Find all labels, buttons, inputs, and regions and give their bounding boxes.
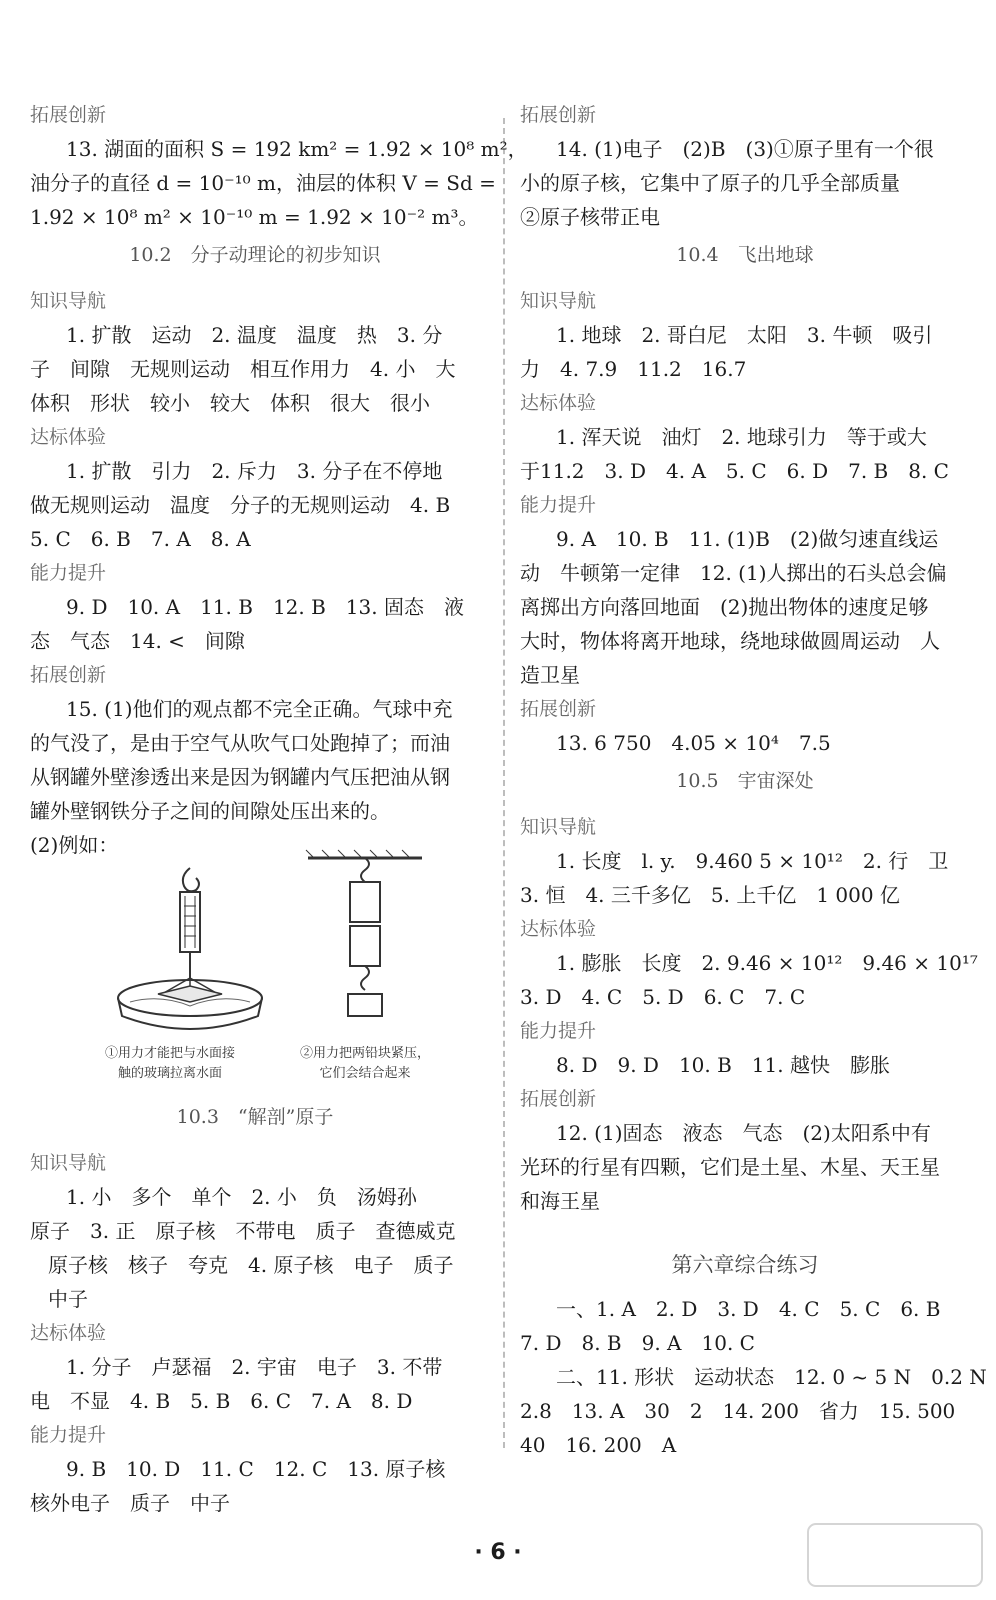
- glass-plate-water-illustration: [100, 866, 280, 1036]
- caption-line: 触的玻璃拉离水面: [117, 1066, 222, 1081]
- lead-blocks-illustration: [300, 848, 430, 1028]
- answer-line: 13. 湖面的面积 S = 192 km² = 1.92 × 10⁸ m²，: [66, 137, 528, 161]
- answer-line: 1. 扩散 运动 2. 温度 温度 热 3. 分: [66, 323, 443, 347]
- answer-line: 13. 6 750 4.05 × 10⁴ 7.5: [556, 731, 831, 755]
- answer-line: 2.8 13. A 30 2 14. 200 省力 15. 500: [520, 1399, 956, 1423]
- answer-line: 9. A 10. B 11. (1)B (2)做匀速直线运: [556, 527, 939, 551]
- answer-line: 1. 地球 2. 哥白尼 太阳 3. 牛顿 吸引: [556, 323, 933, 347]
- caption-line: ②用力把两铅块紧压，: [299, 1046, 430, 1061]
- section-heading: 能力提升: [520, 494, 597, 516]
- section-heading: 达标体验: [520, 392, 597, 414]
- answer-line: 1.92 × 10⁸ m² × 10⁻¹⁰ m = 1.92 × 10⁻² m³。: [30, 205, 479, 229]
- right-column: [520, 98, 987, 1462]
- answer-line: 做无规则运动 温度 分子的无规则运动 4. B: [30, 493, 451, 517]
- answer-line: 原子 3. 正 原子核 不带电 质子 查德威克: [30, 1219, 456, 1243]
- answer-line: 油分子的直径 d = 10⁻¹⁰ m，油层的体积 V = Sd =: [30, 171, 496, 195]
- section-heading: 拓展创新: [30, 104, 107, 126]
- section-heading: 知识导航: [520, 290, 597, 312]
- section-title-10-4: 10.4 飞出地球: [676, 244, 814, 266]
- answer-line: 8. D 9. D 10. B 11. 越快 膨胀: [556, 1053, 890, 1077]
- answer-line: 一、1. A 2. D 3. D 4. C 5. C 6. B: [556, 1297, 941, 1321]
- answer-line: 光环的行星有四颗，它们是土星、木星、天王星: [520, 1155, 940, 1179]
- section-heading: 知识导航: [30, 1152, 107, 1174]
- section-heading: 能力提升: [520, 1020, 597, 1042]
- figure-caption-2: [270, 1044, 460, 1084]
- left-column: [30, 98, 528, 1520]
- answer-line: 和海王星: [520, 1189, 600, 1213]
- caption-line: ①用力才能把与水面接: [104, 1046, 235, 1061]
- section-heading: 拓展创新: [520, 1088, 597, 1110]
- answer-line: 1. 分子 卢瑟福 2. 宇宙 电子 3. 不带: [66, 1355, 443, 1379]
- section-title-10-2: 10.2 分子动理论的初步知识: [129, 244, 381, 266]
- section-heading: 拓展创新: [30, 664, 107, 686]
- answer-line: 核外电子 质子 中子: [30, 1491, 230, 1515]
- answer-line: 中子: [48, 1287, 88, 1311]
- answer-line: 从钢罐外壁渗透出来是因为钢罐内气压把油从钢: [30, 765, 450, 789]
- section-heading: 达标体验: [520, 918, 597, 940]
- answer-line: 体积 形状 较小 较大 体积 很大 很小: [30, 391, 430, 415]
- answer-line: 9. D 10. A 11. B 12. B 13. 固态 液: [66, 595, 464, 619]
- answer-line: 5. C 6. B 7. A 8. A: [30, 527, 251, 551]
- section-heading: 达标体验: [30, 426, 107, 448]
- section-heading: 拓展创新: [520, 698, 597, 720]
- answer-line: 12. (1)固态 液态 气态 (2)太阳系中有: [556, 1121, 931, 1145]
- page-number: · 6 ·: [474, 1540, 522, 1565]
- section-title-10-5: 10.5 宇宙深处: [676, 770, 814, 792]
- answer-line: 原子核 核子 夸克 4. 原子核 电子 质子: [48, 1253, 454, 1277]
- answer-line: 1. 扩散 引力 2. 斥力 3. 分子在不停地: [66, 459, 443, 483]
- section-heading: 知识导航: [520, 816, 597, 838]
- answer-line: (2)例如：: [30, 833, 119, 857]
- answer-line: 3. 恒 4. 三千多亿 5. 上千亿 1 000 亿: [520, 883, 900, 907]
- figure-caption-1: [70, 1044, 270, 1084]
- answer-line: 9. B 10. D 11. C 12. C 13. 原子核: [66, 1457, 446, 1481]
- answer-line: 电 不显 4. B 5. B 6. C 7. A 8. D: [30, 1389, 413, 1413]
- answer-line: 罐外壁钢铁分子之间的间隙处压出来的。: [30, 799, 390, 823]
- column-divider: [503, 118, 505, 1448]
- section-heading: 能力提升: [30, 562, 107, 584]
- answer-line: 1. 小 多个 单个 2. 小 负 汤姆孙: [66, 1185, 417, 1209]
- answer-line: 离掷出方向落回地面 (2)抛出物体的速度足够: [520, 595, 929, 619]
- answer-line: 3. D 4. C 5. D 6. C 7. C: [520, 985, 806, 1009]
- section-heading: 知识导航: [30, 290, 107, 312]
- answer-line: 1. 长度 l. y. 9.460 5 × 10¹² 2. 行 卫: [556, 849, 949, 873]
- answer-line: 力 4. 7.9 11.2 16.7: [520, 357, 747, 381]
- answer-line: 1. 浑天说 油灯 2. 地球引力 等于或大: [556, 425, 927, 449]
- answer-line: 15. (1)他们的观点都不完全正确。气球中充: [66, 697, 453, 721]
- answer-line: ②原子核带正电: [520, 205, 660, 229]
- answer-line: 态 气态 14. < 间隙: [30, 629, 245, 653]
- answer-line: 40 16. 200 A: [520, 1433, 677, 1457]
- watermark-logo: [806, 1522, 984, 1588]
- section-heading: 拓展创新: [520, 104, 597, 126]
- answer-line: 的气没了，是由于空气从吹气口处跑掉了；而油: [30, 731, 450, 755]
- answer-line: 7. D 8. B 9. A 10. C: [520, 1331, 755, 1355]
- answer-line: 子 间隙 无规则运动 相互作用力 4. 小 大: [30, 357, 456, 381]
- section-heading: 能力提升: [30, 1424, 107, 1446]
- answer-line: 动 牛顿第一定律 12. (1)人掷出的石头总会偏: [520, 561, 947, 585]
- illustration-row: [30, 866, 480, 1096]
- answer-line: 二、11. 形状 运动状态 12. 0 ~ 5 N 0.2 N: [556, 1365, 987, 1389]
- answer-line: 1. 膨胀 长度 2. 9.46 × 10¹² 9.46 × 10¹⁷: [556, 951, 978, 975]
- section-title-10-3: 10.3 “解剖”原子: [176, 1106, 334, 1128]
- section-heading: 达标体验: [30, 1322, 107, 1344]
- chapter-title: 第六章综合练习: [671, 1253, 819, 1277]
- answer-line: 小的原子核，它集中了原子的几乎全部质量: [520, 171, 900, 195]
- answer-line: 14. (1)电子 (2)B (3)①原子里有一个很: [556, 137, 934, 161]
- answer-line: 于11.2 3. D 4. A 5. C 6. D 7. B 8. C: [520, 459, 949, 483]
- answer-line: 大时，物体将离开地球，绕地球做圆周运动 人: [520, 629, 940, 653]
- answer-line: 造卫星: [520, 663, 580, 687]
- caption-line: 它们会结合起来: [319, 1066, 411, 1081]
